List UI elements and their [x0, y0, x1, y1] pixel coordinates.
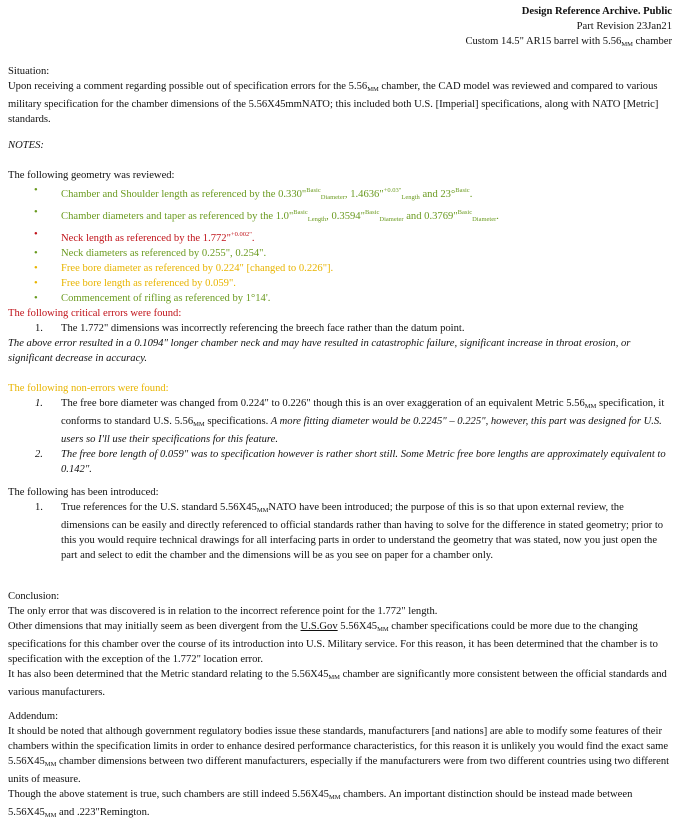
- item-text: Neck length as referenced by the 1.772": [61, 233, 231, 244]
- item-text: .: [496, 211, 499, 222]
- document-header: [465, 4, 672, 52]
- critical-error-text: The 1.772" dimensions was incorrectly referencing the breech face rather than the datum point.: [61, 323, 465, 334]
- situation-paragraph: [8, 79, 674, 127]
- item-unit: MM: [256, 507, 269, 514]
- geometry-list: [8, 183, 674, 306]
- item-text: specification, it conforms to standard U.S. 5.56: [61, 398, 665, 427]
- item-text: 5.56X45: [337, 621, 378, 632]
- item-sub: Length: [307, 216, 327, 223]
- item-text: The free bore diameter was changed from 0.224" to 0.226" though this is an over exaggeration of an equivalent Metric 5.56: [61, 398, 585, 409]
- non-errors-section: [8, 381, 674, 477]
- item-sup: +0.03": [383, 187, 402, 194]
- item-text: True references for the U.S. standard 5.56X45: [61, 502, 257, 513]
- item-text: It has also been determined that the Metric standard relating to the 5.56X45: [8, 669, 329, 680]
- item-unit: MM: [44, 812, 57, 819]
- part-revision: Part Revision 23Jan21: [576, 21, 672, 32]
- item-text: .: [251, 233, 255, 244]
- critical-errors-list: [8, 321, 674, 336]
- list-number: 1.: [35, 502, 43, 513]
- list-number: 1.: [35, 323, 43, 334]
- conclusion-paragraph-1: The only error that was discovered is in relation to the incorrect reference point for the 1.772" length.: [8, 606, 438, 617]
- critical-errors-heading: The following critical errors were found:: [8, 308, 182, 319]
- item-text: chamber dimensions between two different manufacturers, especially if the manufacturers were from two different countries using two different units of measure.: [8, 756, 670, 785]
- conclusion-section: [8, 589, 674, 700]
- situation-text-end: chamber, the CAD model was reviewed and compared to various military specification for the chamber dimensions of the 5.56X45mmNATO; this included both U.S. [Imperial] specifications, along with NATO [Metric] standards.: [8, 81, 659, 125]
- item-text: It should be noted that although government regulatory bodies issue these standards, manufacturers [and nations] are able to modify some features of their chambers within the specification limits in order to enhance desired performance characteristics, for this reason it is unlikely you would find the exact same 5.56X45: [8, 726, 669, 767]
- item-text: and 23°: [419, 189, 456, 200]
- subject-unit: MM: [621, 41, 633, 48]
- critical-error-item: [8, 321, 674, 336]
- document-subject: [465, 34, 672, 52]
- document-title: Design Reference Archive. Public: [521, 6, 672, 17]
- item-text: Though the above statement is true, such chambers are still indeed 5.56X45: [8, 789, 329, 800]
- conclusion-paragraph-3: [8, 667, 674, 700]
- introduced-list: [8, 500, 674, 563]
- item-text: The free bore length of 0.059" was to specification however is rather short still. Some Metric free bore lengths are approximately equivalent to 0.142".: [61, 449, 666, 475]
- item-text: , 1.4636": [344, 189, 384, 200]
- non-errors-heading: The following non-errors were found:: [8, 383, 169, 394]
- notes-heading: NOTES:: [8, 140, 44, 151]
- addendum-paragraph-2: [8, 787, 674, 823]
- geometry-item-taper: [8, 205, 674, 227]
- item-unit: MM: [584, 403, 597, 410]
- item-text: chambers. An important distinction should be instead made between 5.56X45: [8, 789, 633, 818]
- item-text: and 0.3769": [403, 211, 458, 222]
- geometry-intro: The following geometry was reviewed:: [8, 170, 175, 181]
- introduced-item: [8, 500, 674, 563]
- geometry-item-shoulder: [8, 183, 674, 205]
- item-text: Chamber diameters and taper as referenced by the 1.0": [61, 211, 294, 222]
- item-text: chamber are significantly more consistent between the official standards and various manufacturers.: [8, 669, 667, 698]
- item-unit: MM: [328, 794, 341, 801]
- situation-section: [8, 64, 674, 127]
- item-text-italic: A more fitting diameter would be 0.2245" – 0.225", however, this part was designed for U.S. users so I'll use their specifications for this feature.: [61, 416, 662, 445]
- critical-error-note: The above error resulted in a 0.1094" longer chamber neck and may have resulted in catastrophic failure, significant increase in throat erosion, or significant decrease in accuracy.: [8, 338, 631, 364]
- non-error-item: [8, 396, 674, 447]
- item-sup: Basic: [293, 209, 308, 216]
- addendum-section: [8, 709, 674, 823]
- non-error-item: [8, 447, 674, 477]
- geometry-reviewed-section: [8, 168, 674, 306]
- situation-text: Upon receiving a comment regarding possible out of specification errors for the 5.56: [8, 81, 368, 92]
- geometry-item-freebore-length: • Free bore length as referenced by 0.059".: [8, 276, 674, 291]
- item-text: chamber specifications could be more due to the changing specifications for this chamber over the course of its introduction into U.S. Military service. For this reason, it has been determined that the chamber is to specification with the exception of the 1.772" location error.: [8, 621, 658, 665]
- item-text-underlined: U.S.Gov: [300, 621, 338, 632]
- geometry-item-rifling: • Commencement of rifling as referenced by 1°14'.: [8, 291, 674, 306]
- situation-unit: MM: [367, 86, 379, 93]
- list-number: 2.: [35, 449, 43, 460]
- conclusion-paragraph-2: [8, 619, 674, 667]
- addendum-paragraph-1: [8, 724, 674, 787]
- item-text: Chamber and Shoulder length as referenced by the 0.330": [61, 189, 307, 200]
- item-sub: Diameter: [379, 216, 404, 223]
- introduced-heading: The following has been introduced:: [8, 487, 159, 498]
- item-text: NATO have been introduced; the purpose of this is so that upon external review, the dimensions can be easily and directly referenced to official standards rather than having to solve for the difference in stated geometry; prior to this you would require technical drawings for all interfacing parts in order to understand the geometry that was stated, now you just open the part and select to edit the chamber and the dimensions will be as you see on paper for a chamber only.: [61, 502, 664, 561]
- item-unit: MM: [377, 626, 389, 633]
- subject-text: Custom 14.5" AR15 barrel with 5.56: [465, 36, 622, 47]
- item-sub: Length: [401, 194, 420, 201]
- list-number: 1.: [35, 398, 43, 409]
- item-sup: +0.002": [230, 231, 252, 238]
- critical-errors-section: [8, 306, 674, 366]
- situation-heading: Situation:: [8, 66, 50, 77]
- item-text: .: [469, 189, 473, 200]
- geometry-item-neck-length: [8, 227, 674, 246]
- item-unit: MM: [193, 421, 205, 428]
- item-sub: Diameter: [472, 216, 497, 223]
- item-text: , 0.3594": [326, 211, 365, 222]
- non-errors-list: [8, 396, 674, 477]
- item-unit: MM: [44, 761, 57, 768]
- conclusion-heading: Conclusion:: [8, 591, 60, 602]
- subject-text-end: chamber: [632, 36, 672, 47]
- item-text: Other dimensions that may initially seem as been divergent from the: [8, 621, 301, 632]
- item-sub: Diameter: [320, 194, 345, 201]
- introduced-section: [8, 485, 674, 563]
- addendum-heading: Addendum:: [8, 711, 59, 722]
- item-text: and .223"Remington.: [56, 807, 150, 818]
- item-unit: MM: [328, 674, 340, 681]
- item-sup: Basic: [364, 209, 380, 216]
- geometry-item-freebore-diameter: • Free bore diameter as referenced by 0.224" [changed to 0.226"].: [8, 261, 674, 276]
- item-text: specifications.: [204, 416, 269, 427]
- geometry-item-neck-diameters: • Neck diameters as referenced by 0.255", 0.254".: [8, 246, 674, 261]
- item-sup: Basic: [306, 187, 321, 194]
- item-sup: Basic: [455, 187, 470, 194]
- item-sup: Basic: [457, 209, 473, 216]
